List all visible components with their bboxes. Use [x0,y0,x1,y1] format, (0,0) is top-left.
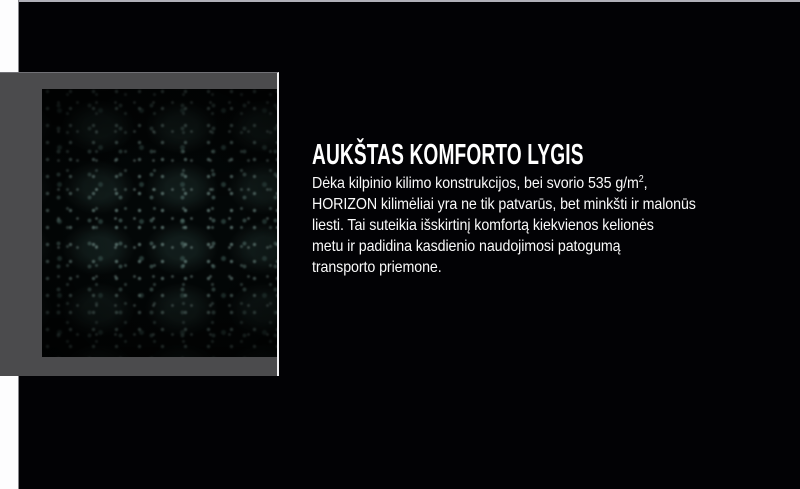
body-line-1-comma: , [643,175,648,192]
carpet-texture-photo [42,89,277,357]
body-line-4: metu ir padidina kasdienio naudojimosi patogumą [312,238,621,255]
photo-vignette [42,89,277,357]
body-line-1-text: Dėka kilpinio kilimo konstrukcijos, bei svorio 535 g/m [312,175,639,192]
body-line-5: transporto priemone. [312,259,442,276]
body-line-3: liesti. Tai suteikia išskirtinį komfortą kiekvienos kelionės [312,217,654,234]
body-line-2: HORIZON kilimėliai yra ne tik patvarūs, bet minkšti ir malonūs [312,196,696,213]
page-title: AUKŠTAS KOMFORTO LYGIS [312,139,584,171]
body-line-1 [312,173,730,194]
body-paragraph [312,173,730,278]
text-block [312,140,782,278]
top-edge-line [19,0,800,2]
photo-frame [0,72,279,376]
superscript-2: 2 [638,174,644,185]
